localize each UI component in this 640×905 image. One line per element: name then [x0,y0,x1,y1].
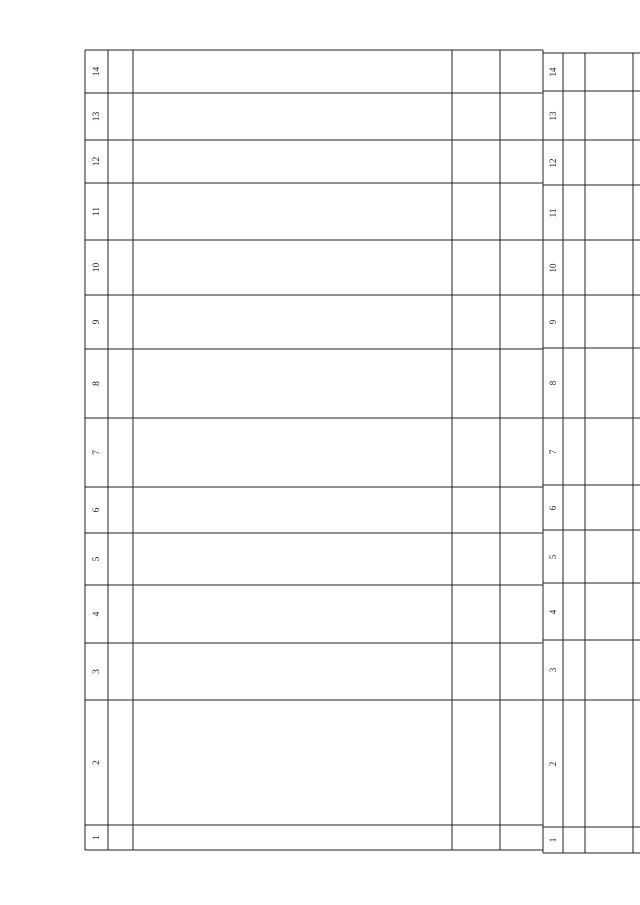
col-number: 4 [92,611,102,617]
col-number: 13 [548,111,558,121]
col-number: 5 [548,554,558,560]
col-number: 3 [548,667,558,673]
col-number: 9 [548,319,558,325]
col-number: 14 [92,66,102,77]
col-number: 8 [548,380,558,386]
col-number: 5 [92,556,102,562]
col-number: 7 [92,450,102,455]
col-number: 13 [92,111,102,122]
col-number: 12 [548,158,558,168]
col-number: 9 [92,319,102,325]
col-number: 10 [92,262,102,273]
col-number: 6 [548,505,558,511]
col-number: 3 [92,669,102,674]
col-number: 7 [548,449,558,455]
col-number: 12 [92,156,102,167]
col-number: 4 [548,609,558,615]
col-number: 8 [92,381,102,386]
col-number: 11 [548,208,558,218]
col-number: 10 [548,263,558,273]
col-number: 2 [548,761,558,767]
col-number: 1 [548,837,558,843]
col-number: 6 [92,507,102,513]
col-number: 2 [92,760,102,765]
col-number: 1 [92,835,102,840]
col-number: 11 [92,206,102,217]
col-number: 14 [548,67,558,77]
